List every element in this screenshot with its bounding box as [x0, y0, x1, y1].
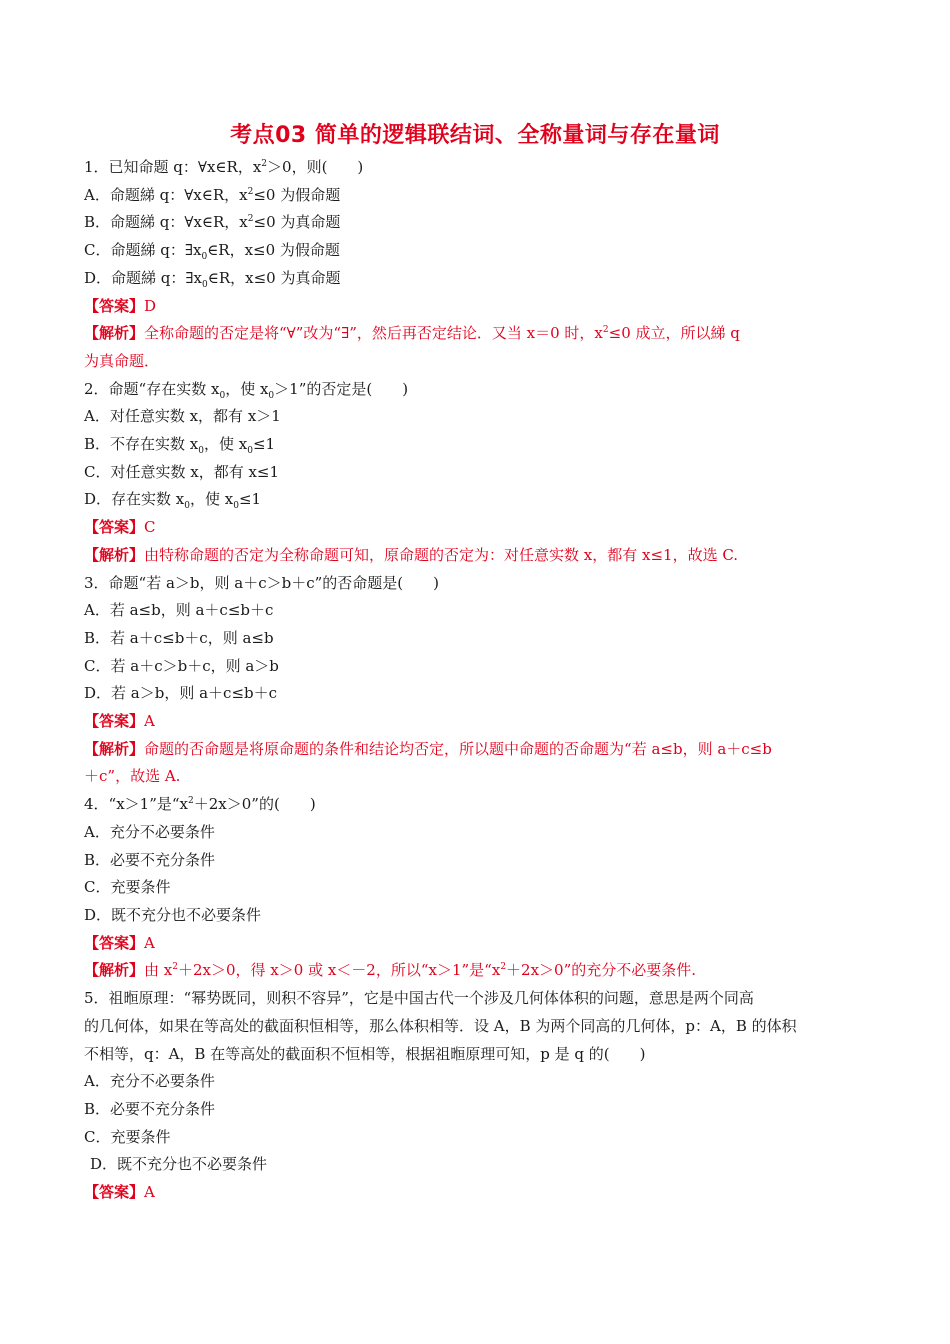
q2-stem: 2．命题“存在实数 $x_0$，使 $x_0>1$”的否定是( )	[84, 379, 409, 401]
q4-analysis: 【解析】由 $x^2+2x>0$，得 x＞0 或 x＜－2，所以“x＞1”是“$x^2+2x>0$”的充分不必要条件.	[84, 961, 697, 980]
q2-option-b: B．不存在实数 $x_0$，使 $x_0\le 1$	[84, 435, 276, 457]
question-list	[84, 154, 874, 1207]
q5-stem: 5．祖暅原理：“幂势既同，则积不容异”，它是中国古代一个涉及几何体体积的问题，意思是两个同高	[84, 989, 754, 1008]
q1-answer: 【答案】D	[84, 296, 157, 315]
q5-answer: 【答案】A	[84, 1183, 155, 1202]
q5-option-d: D．既不充分也不必要条件	[90, 1155, 268, 1174]
q2-option-d: D．存在实数 $x_0$，使 $x_0\le 1$	[84, 490, 262, 512]
page-title: 考点03 简单的逻辑联结词、全称量词与存在量词	[230, 123, 720, 148]
q3-option-d: D．若 a＞b，则 a＋c≤b＋c	[84, 684, 278, 703]
q4-option-b: B．必要不充分条件	[84, 850, 216, 869]
q3-option-a: A．若 a≤b，则 a＋c≤b＋c	[84, 601, 274, 620]
q1-option-d: D．命题綈 q：$\exists x_0\in R$，x≤0 为真命题	[84, 268, 341, 290]
q5-option-c: C．充要条件	[84, 1127, 171, 1146]
q3-option-b: B．若 a＋c≤b＋c，则 a≤b	[84, 628, 274, 647]
q2-answer: 【答案】C	[84, 518, 156, 537]
q3-stem: 3．命题“若 a＞b，则 a＋c＞b＋c”的否命题是( )	[84, 573, 440, 592]
q1-option-b: B．命题綈 q：∀x∈R，$x^2\le 0$ 为真命题	[84, 213, 341, 232]
q2-analysis: 【解析】由特称命题的否定为全称命题可知，原命题的否定为：对任意实数 x，都有 x≤1，故选 C.	[84, 545, 739, 564]
q5-stem-cont-2: 不相等，q：A，B 在等高处的截面积不恒相等，根据祖暅原理可知，p 是 q 的( )	[84, 1044, 646, 1063]
q1-analysis: 【解析】全称命题的否定是将“∀”改为“∃”，然后再否定结论．又当 x＝0 时，$x^2\le 0$ 成立，所以綈 q	[84, 324, 740, 343]
q4-option-c: C．充要条件	[84, 878, 171, 897]
q1-option-c: C．命题綈 q：$\exists x_0\in R$，x≤0 为假命题	[84, 241, 340, 263]
q4-answer: 【答案】A	[84, 933, 155, 952]
q1-stem: 1．已知命题 q：∀x∈R，$x^2>0$，则( )	[84, 158, 364, 176]
q5-option-b: B．必要不充分条件	[84, 1099, 216, 1118]
q5-stem-cont-1: 的几何体，如果在等高处的截面积恒相等，那么体积相等．设 A，B 为两个同高的几何体，p：A，B 的体积	[84, 1016, 797, 1035]
q3-option-c: C．若 a＋c＞b＋c，则 a＞b	[84, 656, 279, 675]
q3-analysis: 【解析】命题的否命题是将原命题的条件和结论均否定，所以题中命题的否命题为“若 a≤b，则 a＋c≤b	[84, 739, 772, 758]
q2-option-c: C．对任意实数 x，都有 x≤1	[84, 462, 280, 481]
q4-stem: 4．“x＞1”是“$x^2+2x>0$”的( )	[84, 795, 316, 814]
q1-analysis-cont: 为真命题．	[84, 351, 160, 370]
q5-option-a: A．充分不必要条件	[84, 1072, 215, 1091]
q2-option-a: A．对任意实数 x，都有 x＞1	[84, 407, 281, 426]
q3-analysis-cont: ＋c”，故选 A.	[84, 767, 181, 786]
q1-option-a: A．命题綈 q：∀x∈R，$x^2\le 0$ 为假命题	[84, 185, 341, 204]
q4-option-d: D．既不充分也不必要条件	[84, 905, 262, 924]
q4-option-a: A．充分不必要条件	[84, 822, 215, 841]
q3-answer: 【答案】A	[84, 712, 155, 731]
